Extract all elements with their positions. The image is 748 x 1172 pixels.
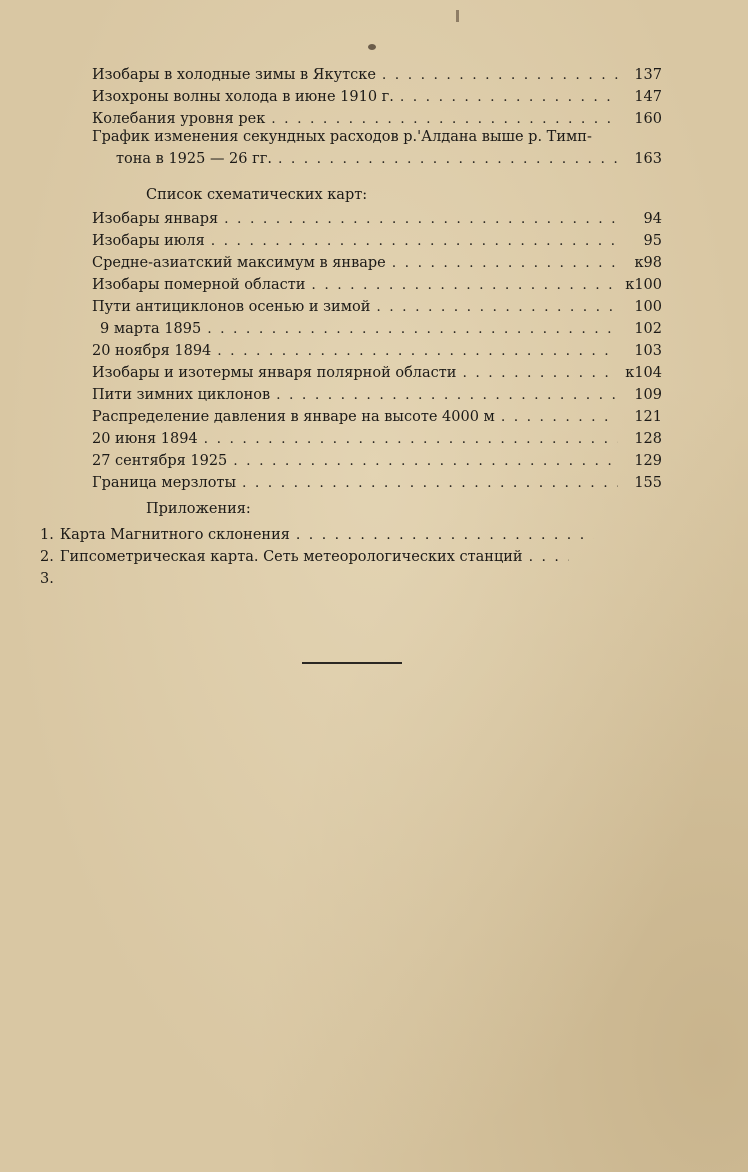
leader-dots	[392, 254, 618, 272]
appendix-number: 2.	[40, 549, 54, 565]
entry-label: 27 сентября 1925	[92, 453, 228, 469]
entry-page: 102	[634, 321, 662, 337]
leader-dots	[233, 452, 618, 470]
entry-page: 128	[634, 431, 662, 447]
appendix-number: 3.	[40, 571, 54, 587]
ink-blot	[368, 44, 376, 50]
entry-label: Изобары померной области	[92, 277, 306, 293]
toc-entry	[92, 338, 662, 360]
entry-label: 9 марта 1895	[100, 321, 202, 337]
leader-dots	[204, 430, 618, 448]
leader-dots	[276, 386, 618, 404]
toc-entry	[92, 84, 662, 106]
leader-dots	[207, 320, 618, 338]
toc-entry	[92, 250, 662, 272]
entry-page: 155	[634, 475, 662, 491]
entry-page: 163	[634, 151, 662, 167]
entry-label: Изобары июля	[92, 233, 205, 249]
entry-page: 94	[643, 211, 662, 227]
leader-dots	[462, 364, 618, 382]
leader-dots	[217, 342, 618, 360]
toc-entry	[92, 470, 662, 492]
entry-page: к98	[634, 255, 662, 271]
section-heading: Список схематических карт:	[146, 187, 368, 203]
entry-label: Граница мерзлоты	[92, 475, 236, 491]
ink-mark	[456, 10, 459, 22]
leader-dots	[271, 110, 618, 128]
section-heading: Приложения:	[146, 501, 251, 517]
toc-entry	[92, 404, 662, 426]
leader-dots	[376, 298, 618, 316]
leader-dots	[296, 526, 594, 544]
appendix-label: Гипсометрическая карта. Сеть метеорологических станций	[59, 549, 523, 565]
toc-entry	[116, 146, 662, 168]
leader-dots	[400, 88, 618, 106]
leader-dots	[211, 232, 618, 250]
entry-page: 95	[643, 233, 662, 249]
leader-dots	[278, 150, 618, 168]
leader-dots	[242, 474, 618, 492]
leader-dots	[311, 276, 618, 294]
entry-label: Изобары и изотермы января полярной области	[92, 365, 457, 381]
toc-entry	[100, 316, 662, 338]
section-divider	[302, 662, 402, 664]
toc-entry	[92, 228, 662, 250]
entry-page: 121	[634, 409, 662, 425]
entry-page: 129	[634, 453, 662, 469]
entry-page: к104	[625, 365, 662, 381]
entry-page: 103	[634, 343, 662, 359]
toc-entry	[92, 62, 662, 84]
appendix-entry	[40, 544, 600, 566]
entry-label: График изменения секундных расходов р.'Алдана выше р. Тимп-	[92, 129, 592, 145]
leader-dots	[501, 408, 618, 426]
toc-entry	[92, 272, 662, 294]
leader-dots	[529, 548, 569, 566]
entry-label: Колебания уровня рек	[92, 111, 266, 127]
entry-label: Пути антициклонов осенью и зимой	[92, 299, 371, 315]
entry-label: Средне-азиатский максимум в январе	[92, 255, 386, 271]
toc-entry	[92, 360, 662, 382]
entry-page: 100	[634, 299, 662, 315]
appendix-number: 1.	[40, 527, 54, 543]
entry-label: Изобары января	[92, 211, 219, 227]
appendix-entry	[40, 522, 600, 544]
entry-label: Изохроны волны холода в июне 1910 г.	[92, 89, 394, 105]
toc-entry	[92, 448, 662, 470]
toc-entry	[92, 206, 662, 228]
toc-entry	[92, 294, 662, 316]
entry-page: 137	[634, 67, 662, 83]
entry-page: к100	[625, 277, 662, 293]
entry-label: Распределение давления в январе на высоте 4000 м	[92, 409, 495, 425]
entry-page: 160	[634, 111, 662, 127]
entry-label: 20 ноября 1894	[92, 343, 212, 359]
entry-label: 20 июня 1894	[92, 431, 198, 447]
entry-label-continuation: тона в 1925 — 26 гг.	[116, 151, 272, 167]
appendix-label: Карта Магнитного склонения	[59, 527, 290, 543]
leader-dots	[224, 210, 618, 228]
appendix-entry	[40, 566, 600, 588]
entry-page: 147	[634, 89, 662, 105]
entry-label: Пити зимних циклонов	[92, 387, 271, 403]
toc-entry	[92, 106, 662, 128]
entry-page: 109	[634, 387, 662, 403]
entry-label: Изобары в холодные зимы в Якутске	[92, 67, 376, 83]
leader-dots	[382, 66, 618, 84]
toc-entry	[92, 382, 662, 404]
toc-entry	[92, 426, 662, 448]
